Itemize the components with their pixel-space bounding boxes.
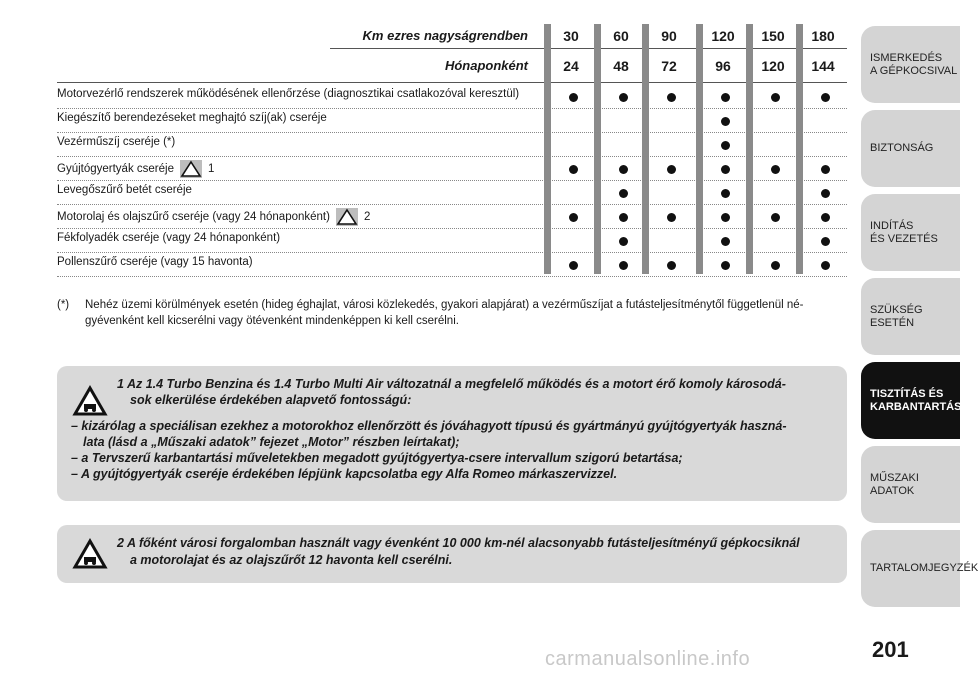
interval-dot [821, 213, 830, 222]
footnote-line-1: Nehéz üzemi körülmények esetén (hideg éghajlat, városi közlekedés, gyakori alapjárat) a vezérműszíjat a futásteljesítménytől függetlenül né- [85, 299, 804, 311]
box1-line-1: 1 Az 1.4 Turbo Benzina és 1.4 Turbo Multi Air változatnál a megfelelő működés és a motort érő komoly károsodá- [117, 377, 786, 391]
interval-dot [771, 213, 780, 222]
spark-plug-warning-box [57, 366, 847, 501]
interval-dot [821, 261, 830, 270]
page-number: 201 [872, 637, 909, 662]
tab-label: BIZTONSÁG [870, 142, 934, 154]
month-value: 72 [661, 58, 677, 74]
interval-dot [821, 93, 830, 102]
row-label: Pollenszűrő cseréje (vagy 15 havonta) [57, 256, 253, 268]
table-row [57, 88, 519, 100]
watermark: carmanualsonline.info [545, 648, 751, 670]
box1-line-2: sok elkerülése érdekében alapvető fontosságú: [130, 393, 412, 407]
row-label: Gyújtógyertyák cseréje [57, 163, 174, 175]
interval-dot [619, 261, 628, 270]
row-label: Levegőszűrő betét cseréje [57, 184, 192, 196]
interval-dot [667, 165, 676, 174]
interval-dot [771, 261, 780, 270]
row-label: Fékfolyadék cseréje (vagy 24 hónaponként) [57, 232, 281, 244]
table-row [57, 232, 280, 244]
tab-label: ISMERKEDÉS A GÉPKOCSIVAL [870, 52, 958, 77]
row-label: Motorvezérlő rendszerek működésének ellenőrzése (diagnosztikai csatlakozóval keresztül) [57, 88, 520, 100]
table-row [57, 184, 192, 196]
interval-dot [721, 141, 730, 150]
row-divider [57, 228, 847, 229]
table-row [57, 208, 370, 226]
warning-triangle-icon [73, 539, 107, 569]
tab-label: TARTALOMJEGYZÉK [870, 562, 978, 574]
interval-dot [667, 261, 676, 270]
interval-dot [721, 213, 730, 222]
header-divider [330, 48, 847, 49]
interval-dot [619, 213, 628, 222]
box2-line-2: a motorolajat és az olajszűrőt 12 havonta kell cserélni. [130, 553, 453, 567]
km-value: 60 [613, 28, 629, 44]
km-value: 150 [761, 28, 785, 44]
km-value: 120 [711, 28, 735, 44]
warning-icon [336, 208, 358, 226]
tab-chapter[interactable] [861, 110, 960, 187]
tab-label: TISZTÍTÁS ÉS KARBANTARTÁS [870, 388, 962, 413]
interval-dot [721, 93, 730, 102]
box1-line-3: – kizárólag a speciálisan ezekhez a motorokhoz ellenőrzött és jóváhagyott típusú és gyártmányú gyújtógyertyák haszná- [71, 419, 787, 433]
box1-line-5: – a Tervszerű karbantartási műveletekben megadott gyújtógyertya-csere intervallum szigorú betartása; [71, 451, 683, 465]
interval-dot [619, 189, 628, 198]
row-divider [57, 204, 847, 205]
table-row [57, 160, 214, 178]
km-header-label: Km ezres nagyságrendben [362, 28, 528, 43]
footnote-line-2: gyévenként kell kicserélni vagy ötévenként mindenképpen ki kell cserélni. [85, 315, 459, 327]
tab-chapter[interactable] [861, 26, 960, 103]
oil-change-note-box [57, 525, 847, 583]
row-label: Kiegészítő berendezéseket meghajtó szíj(ak) cseréje [57, 112, 327, 124]
row-label: Vezérműszíj cseréje (*) [57, 136, 176, 148]
month-value: 24 [563, 58, 579, 74]
box1-line-4: lata (lásd a „Műszaki adatok” fejezet „Motor” részben leírtakat); [83, 435, 460, 449]
month-value: 120 [761, 58, 785, 74]
interval-dot [721, 189, 730, 198]
tab-chapter[interactable] [861, 446, 960, 523]
warning-triangle-icon [73, 386, 107, 416]
interval-dot [771, 93, 780, 102]
row-divider [57, 156, 847, 157]
km-value: 30 [563, 28, 579, 44]
box2-line-1: 2 A főként városi forgalomban használt vagy évenként 10 000 km-nél alacsonyabb futásteljesítményű gépkocsiknál [117, 536, 800, 550]
interval-dot [667, 213, 676, 222]
row-divider [57, 132, 847, 133]
km-value: 180 [811, 28, 835, 44]
month-value: 96 [715, 58, 731, 74]
tab-chapter[interactable] [861, 194, 960, 271]
tab-chapter[interactable] [861, 362, 960, 439]
interval-dot [619, 93, 628, 102]
interval-dot [821, 237, 830, 246]
footnote [57, 297, 847, 329]
month-value: 144 [811, 58, 835, 74]
interval-dot [619, 237, 628, 246]
note-reference: 2 [363, 211, 371, 223]
row-divider [57, 108, 847, 109]
table-top-rule [57, 82, 847, 83]
tab-label: INDÍTÁS ÉS VEZETÉS [870, 220, 938, 245]
interval-dot [569, 261, 578, 270]
months-header-label: Hónaponként [444, 58, 528, 73]
tab-chapter[interactable] [861, 530, 978, 607]
row-divider [57, 180, 847, 181]
interval-dot [667, 93, 676, 102]
interval-dot [721, 165, 730, 174]
table-row [57, 136, 175, 148]
row-divider [57, 252, 847, 253]
month-value: 48 [613, 58, 629, 74]
interval-dot [569, 165, 578, 174]
interval-dot [821, 165, 830, 174]
tab-label: SZÜKSÉG ESETÉN [870, 304, 923, 329]
interval-dot [721, 261, 730, 270]
box1-line-6: – A gyújtógyertyák cseréje érdekében lépjünk kapcsolatba egy Alfa Romeo márkaszervizzel. [71, 467, 618, 481]
interval-dot [569, 93, 578, 102]
note-reference: 1 [207, 163, 215, 175]
interval-dot [771, 165, 780, 174]
row-label: Motorolaj és olajszűrő cseréje (vagy 24 hónaponként) [57, 211, 330, 223]
warning-icon [180, 160, 202, 178]
km-value: 90 [661, 28, 677, 44]
table-row [57, 112, 327, 124]
tab-chapter[interactable] [861, 278, 960, 355]
interval-dot [721, 237, 730, 246]
interval-dot [821, 189, 830, 198]
interval-dot [569, 213, 578, 222]
row-divider [57, 276, 847, 277]
table-row [57, 256, 253, 268]
tab-label: MŰSZAKI ADATOK [870, 472, 919, 497]
interval-dot [619, 165, 628, 174]
footnote-marker: (*) [57, 299, 70, 311]
interval-dot [721, 117, 730, 126]
